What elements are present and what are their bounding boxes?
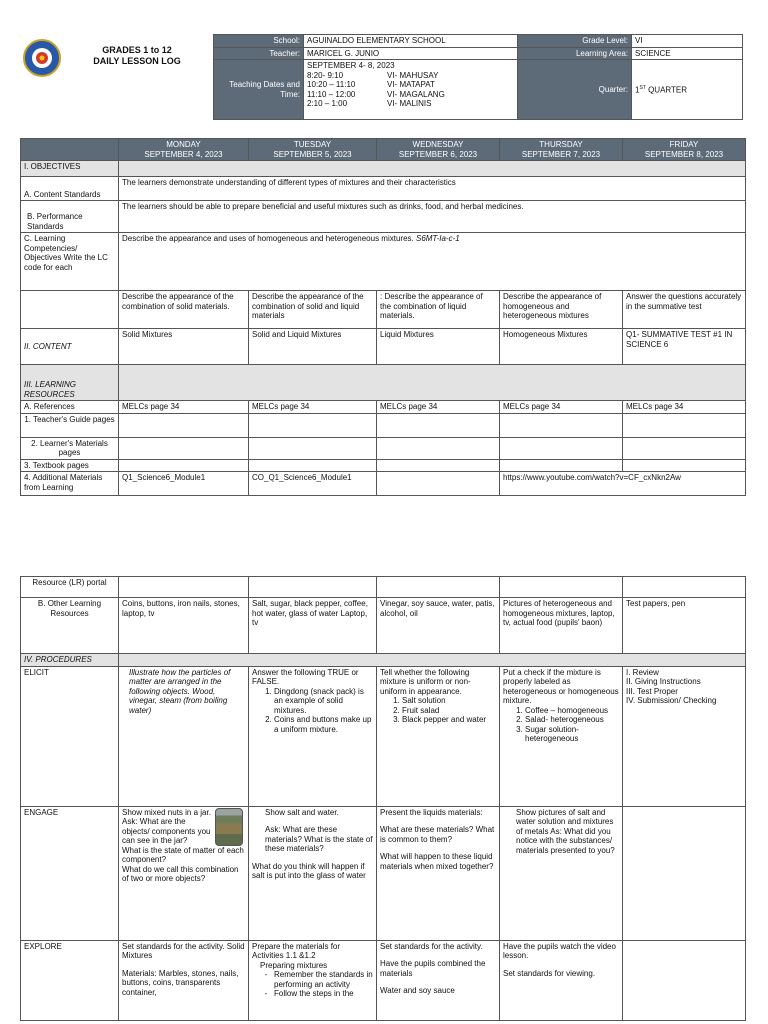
- teachers-guide-label: 1. Teacher's Guide pages: [21, 413, 119, 437]
- objectives-label: I. OBJECTIVES: [21, 161, 119, 177]
- day-header: THURSDAY SEPTEMBER 7, 2023: [500, 139, 623, 161]
- content-standards-row: [21, 177, 746, 201]
- other-resource-cell: Coins, buttons, iron nails, stones, laptop, tv: [119, 598, 249, 654]
- lc-code: S6MT-Ia-c-1: [415, 234, 460, 243]
- title-line-2: DAILY LESSON LOG: [93, 56, 181, 66]
- teacher-value: MARICEL G. JUNIO: [304, 47, 518, 60]
- schedule-row: 2:10 – 1:00 VI- MALINIS: [307, 99, 432, 108]
- explore-row: [21, 940, 746, 1020]
- explore-monday: Set standards for the activity. Solid Mixtures Materials: Marbles, stones, nails, buttons, coins, transparents container,: [119, 940, 249, 1020]
- content-cell: Q1- SUMMATIVE TEST #1 IN SCIENCE 6: [623, 329, 746, 365]
- reference-cell: MELCs page 34: [500, 401, 623, 414]
- other-resource-cell: Vinegar, soy sauce, water, patis, alcohol, oil: [377, 598, 500, 654]
- quarter-label: Quarter:: [518, 60, 632, 120]
- reference-cell: MELCs page 34: [249, 401, 377, 414]
- day-header-row: [21, 139, 746, 161]
- learning-area-label: Learning Area:: [518, 47, 632, 60]
- daily-objectives-row: [21, 291, 746, 329]
- daily-objective: Describe the appearance of homogeneous and heterogeneous mixtures: [500, 291, 623, 329]
- reference-cell: MELCs page 34: [119, 401, 249, 414]
- teaching-dates-label: Teaching Dates and Time:: [214, 60, 304, 120]
- explore-label: EXPLORE: [21, 940, 119, 1020]
- daily-objective: Answer the questions accurately in the summative test: [623, 291, 746, 329]
- engage-row: [21, 806, 746, 940]
- engage-monday: Show mixed nuts in a jar. Ask: What are the objects/ components you can see in the jar? What is the state of matter of each component? What do we call this combination of two or more objects?: [119, 806, 249, 940]
- references-row: [21, 401, 746, 414]
- quarter-value: 1ST QUARTER: [632, 60, 743, 120]
- additional-cell: Q1_Science6_Module1: [119, 472, 249, 496]
- document-title: [62, 45, 212, 67]
- references-label: A. References: [21, 401, 119, 414]
- learning-competencies-row: [21, 233, 746, 291]
- learning-resources-row: [21, 365, 746, 401]
- content-label: II. CONTENT: [21, 329, 119, 365]
- reference-cell: MELCs page 34: [623, 401, 746, 414]
- day-header: TUESDAY SEPTEMBER 5, 2023: [249, 139, 377, 161]
- lesson-table-page-1: [20, 138, 746, 496]
- day-header: WEDNESDAY SEPTEMBER 6, 2023: [377, 139, 500, 161]
- content-cell: Liquid Mixtures: [377, 329, 500, 365]
- elicit-monday: Illustrate how the particles of matter are arranged in the following objects. Wood, vinegar, steam (from boiling water): [119, 666, 249, 806]
- explore-tuesday: Prepare the materials for Activities 1.1 &1.2 Preparing mixtures - Remember the standards in performing an activity - Follow the steps in the: [249, 940, 377, 1020]
- other-resource-cell: Salt, sugar, black pepper, coffee, hot water, glass of water Laptop, tv: [249, 598, 377, 654]
- day-header: MONDAY SEPTEMBER 4, 2023: [119, 139, 249, 161]
- elicit-thursday: Put a check if the mixture is properly labeled as heterogeneous or homogeneous mixture. 1. Coffee – homogeneous 2. Salad- heterogeneous 3. Sugar solution- heterogeneous: [500, 666, 623, 806]
- lr-portal-row: [21, 577, 746, 598]
- learners-materials-label: 2. Learner's Materials pages: [21, 437, 119, 459]
- grade-level-label: Grade Level:: [518, 35, 632, 48]
- objectives-row: [21, 161, 746, 177]
- additional-materials-row: [21, 472, 746, 496]
- textbook-label: 3. Textbook pages: [21, 459, 119, 472]
- teaching-dates-value: [304, 60, 518, 120]
- day-header: FRIDAY SEPTEMBER 8, 2023: [623, 139, 746, 161]
- school-label: School:: [214, 35, 304, 48]
- textbook-row: [21, 459, 746, 472]
- elicit-row: [21, 666, 746, 806]
- mixed-nuts-jar-image: [215, 808, 243, 846]
- additional-materials-label: 4. Additional Materials from Learning: [21, 472, 119, 496]
- performance-standards-row: [21, 201, 746, 233]
- title-line-1: GRADES 1 to 12: [102, 45, 172, 55]
- lesson-table-page-2: [20, 576, 746, 1021]
- procedures-row: [21, 654, 746, 667]
- schedule-row: 11:10 – 12:00 VI- MAGALANG: [307, 89, 445, 99]
- daily-objective: : Describe the appearance of the combination of liquid materials.: [377, 291, 500, 329]
- additional-cell-link[interactable]: https://www.youtube.com/watch?v=CF_cxNkn2Aw: [500, 472, 746, 496]
- elicit-label: ELICIT: [21, 666, 119, 806]
- learners-materials-row: [21, 437, 746, 459]
- procedures-label: IV. PROCEDURES: [21, 654, 119, 667]
- other-resource-cell: Test papers, pen: [623, 598, 746, 654]
- elicit-wednesday: Tell whether the following mixture is uniform or non-uniform in appearance. 1. Salt solution 2. Fruit salad 3. Black pepper and water: [377, 666, 500, 806]
- explore-wednesday: Set standards for the activity. Have the pupils combined the materials Water and soy sauce: [377, 940, 500, 1020]
- engage-label: ENGAGE: [21, 806, 119, 940]
- daily-objective: Describe the appearance of the combination of solid and liquid materials: [249, 291, 377, 329]
- content-cell: Solid and Liquid Mixtures: [249, 329, 377, 365]
- deped-seal: [23, 39, 61, 77]
- teacher-label: Teacher:: [214, 47, 304, 60]
- schedule-row: 8:20- 9:10 VI- MAHUSAY: [307, 70, 439, 80]
- elicit-tuesday: Answer the following TRUE or FALSE. 1. Dingdong (snack pack) is an example of solid mixtures. 2. Coins and buttons make up a uniform mixture.: [249, 666, 377, 806]
- explore-thursday: Have the pupils watch the video lesson. Set standards for viewing.: [500, 940, 623, 1020]
- header-info-table: [213, 34, 743, 120]
- other-resources-label: B. Other Learning Resources: [21, 598, 119, 654]
- teachers-guide-row: [21, 413, 746, 437]
- engage-thursday: Show pictures of salt and water solution and mixtures of metals As: What did you notice with the substances/ materials presented to you?: [500, 806, 623, 940]
- reference-cell: MELCs page 34: [377, 401, 500, 414]
- learning-resources-label: III. LEARNING RESOURCES: [21, 365, 119, 401]
- engage-tuesday: Show salt and water. Ask: What are these materials? What is the state of these materials? What do you think will happen if salt is put into the glass of water: [249, 806, 377, 940]
- content-standards-label: A. Content Standards: [21, 177, 119, 201]
- other-resource-cell: Pictures of heterogeneous and homogeneous mixtures, laptop, tv, actual food (pupils' baon): [500, 598, 623, 654]
- lr-portal-label: Resource (LR) portal: [21, 577, 119, 598]
- learning-competencies-text: Describe the appearance and uses of homogeneous and heterogeneous mixtures. S6MT-Ia-c-1: [119, 233, 746, 291]
- additional-cell: [377, 472, 500, 496]
- school-value: AGUINALDO ELEMENTARY SCHOOL: [304, 35, 518, 48]
- dates-range: SEPTEMBER 4- 8, 2023: [307, 61, 395, 70]
- content-row: [21, 329, 746, 365]
- performance-standards-text: The learners should be able to prepare beneficial and useful mixtures such as drinks, food, and herbal medicines.: [119, 201, 746, 233]
- daily-objective: Describe the appearance of the combination of solid materials.: [119, 291, 249, 329]
- performance-standards-label: B. Performance Standards: [21, 201, 119, 233]
- content-standards-text: The learners demonstrate understanding of different types of mixtures and their characteristics: [119, 177, 746, 201]
- content-cell: Solid Mixtures: [119, 329, 249, 365]
- elicit-friday: I. Review II. Giving Instructions III. Test Proper IV. Submission/ Checking: [623, 666, 746, 806]
- schedule-row: 10:20 – 11:10 VI- MATAPAT: [307, 80, 435, 89]
- content-cell: Homogeneous Mixtures: [500, 329, 623, 365]
- learning-competencies-label: C. Learning Competencies/ Objectives Write the LC code for each: [21, 233, 119, 291]
- other-resources-row: [21, 598, 746, 654]
- grade-level-value: VI: [632, 35, 743, 48]
- additional-cell: CO_Q1_Science6_Module1: [249, 472, 377, 496]
- engage-wednesday: Present the liquids materials: What are these materials? What is common to them? What will happen to these liquid materials when mixed together?: [377, 806, 500, 940]
- learning-area-value: SCIENCE: [632, 47, 743, 60]
